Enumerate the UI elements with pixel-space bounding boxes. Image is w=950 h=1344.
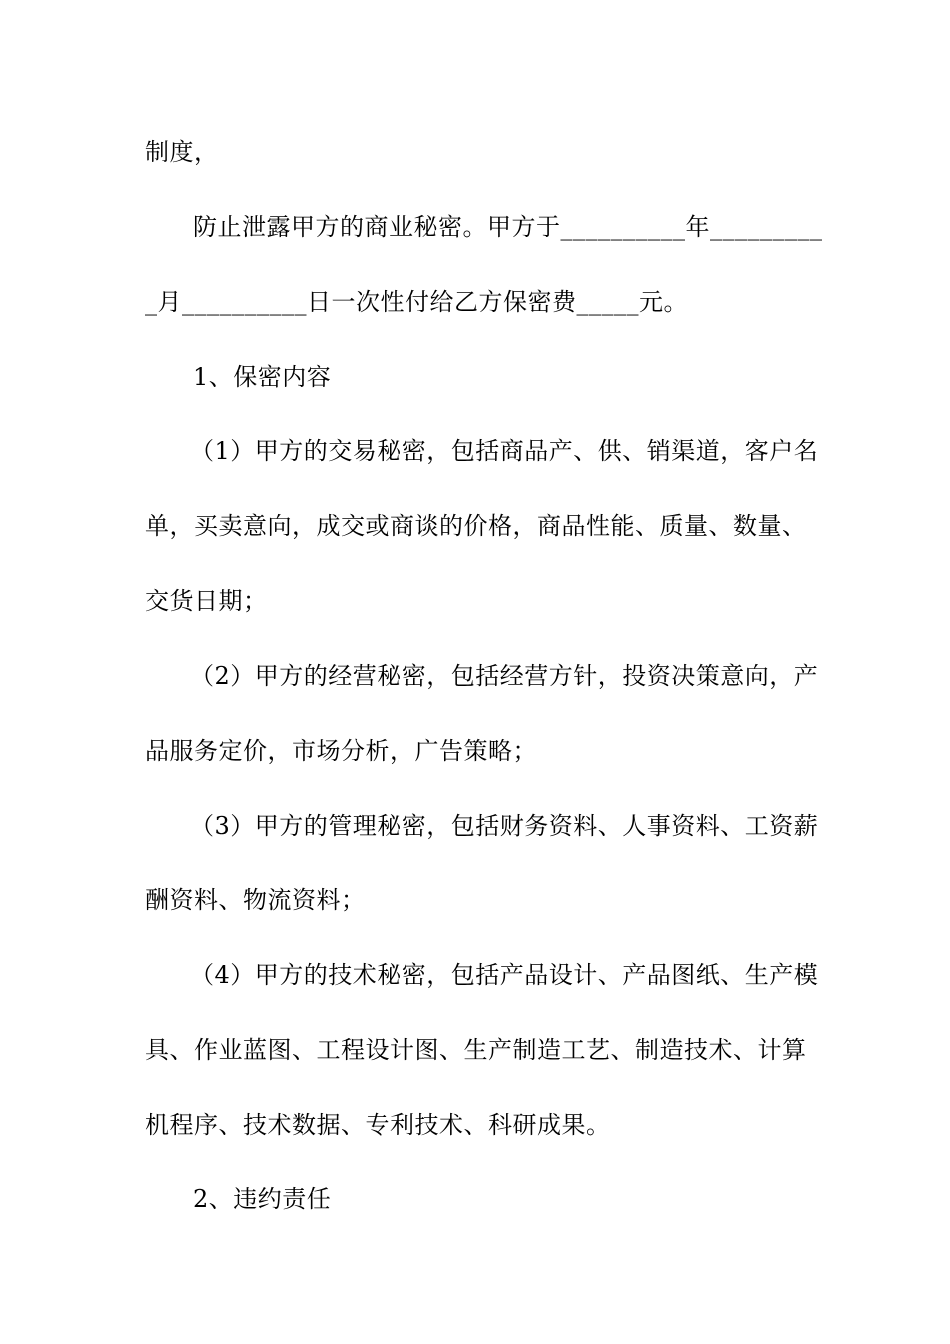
text-line: 防止泄露甲方的商业秘密。甲方于__________年_________ [193,213,823,241]
text-line: （3）甲方的管理秘密，包括财务资料、人事资料、工资薪 [190,812,819,840]
text-line: 酬资料、物流资料； [145,886,366,914]
text-line: （2）甲方的经营秘密，包括经营方针，投资决策意向，产 [190,662,819,690]
text-line: 品服务定价，市场分析，广告策略； [145,737,537,765]
text-line: 交货日期； [145,587,268,615]
text-line: 制度， [145,138,219,166]
text-line: _月__________日一次性付给乙方保密费_____元。 [145,288,688,316]
text-line: 具、作业蓝图、工程设计图、生产制造工艺、制造技术、计算 [145,1036,807,1064]
section-heading: 2、违约责任 [193,1185,332,1213]
text-line: 单，买卖意向，成交或商谈的价格，商品性能、质量、数量、 [145,512,807,540]
text-line: （4）甲方的技术秘密，包括产品设计、产品图纸、生产模 [190,961,819,989]
section-heading: 1、保密内容 [193,363,332,391]
text-line: （1）甲方的交易秘密，包括商品产、供、销渠道，客户名 [190,437,819,465]
text-line: 机程序、技术数据、专利技术、科研成果。 [145,1111,611,1139]
